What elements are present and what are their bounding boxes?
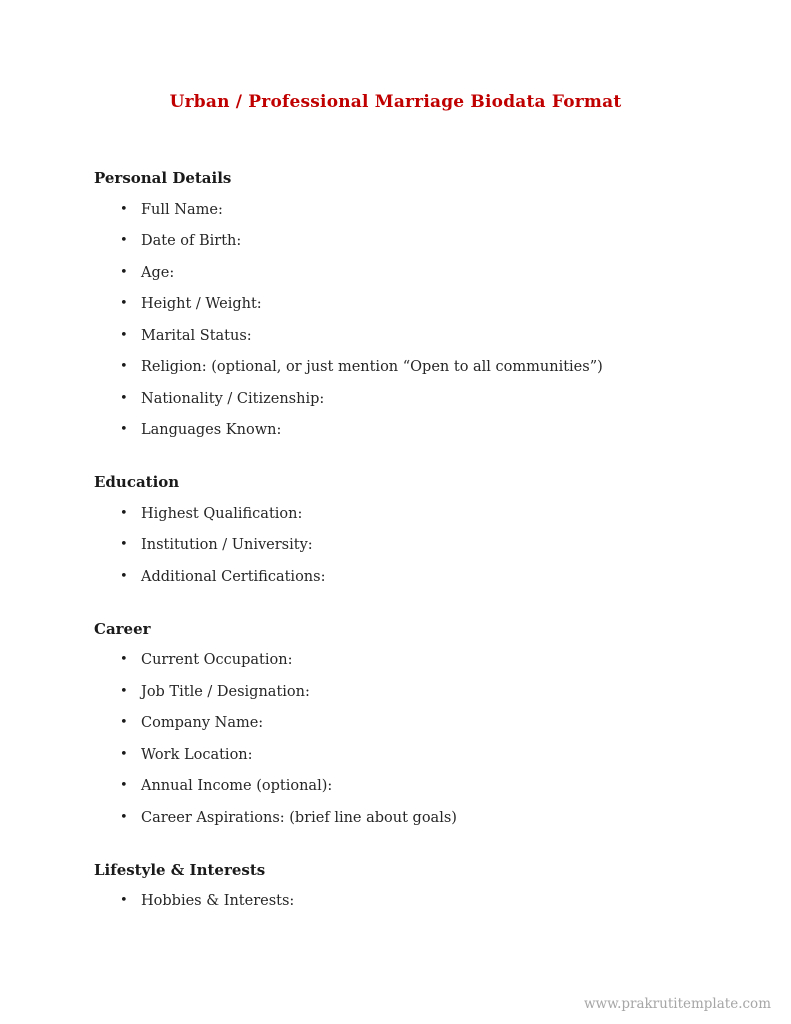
bullet-dot-icon: • [120,390,128,406]
list-item-text: Date of Birth: [141,233,242,249]
list-item [94,650,697,670]
bullet-dot-icon: • [120,505,128,521]
list-item-text: Highest Qualification: [141,505,303,522]
section-heading-personal-details: Personal Details [94,169,232,187]
list-item-text: Annual Income (optional): [141,778,333,794]
section-heading-lifestyle-interests: Lifestyle & Interests [94,860,266,879]
bullet-dot-icon: • [120,893,128,908]
list-item [94,535,697,555]
bullet-dot-icon: • [120,568,128,584]
document-title: Urban / Professional Marriage Biodata Format [169,92,622,112]
list-item-text: Languages Known: [141,422,282,438]
bullet-dot-icon: • [120,778,128,793]
list-item-text: Hobbies & Interests: [141,893,295,909]
list-item [94,713,697,733]
list-item [94,567,697,587]
list-item-text: Current Occupation: [141,652,293,668]
document-body [94,168,697,911]
section-heading-education: Education [94,473,180,491]
list-item-text: Institution / University: [141,537,313,553]
footer-website-url: www.prakrutitemplate.com [584,996,771,1012]
list-item [94,808,697,828]
list-item [94,200,697,220]
bullet-dot-icon: • [120,264,128,280]
list-item-text: Height / Weight: [141,296,262,312]
list-item-text: Additional Certifications: [141,568,326,585]
list-item [94,294,697,314]
list-item-text: Company Name: [141,715,264,731]
list-item [94,420,697,440]
list-item [94,231,697,251]
list-item-text: Full Name: [141,201,223,218]
bullet-list-career [94,650,697,828]
list-item [94,745,697,765]
bullet-dot-icon: • [120,537,128,552]
list-item [94,504,697,524]
list-item-text: Career Aspirations: (brief line about goals) [141,809,457,826]
bullet-list-personal-details [94,200,697,441]
bullet-dot-icon: • [120,746,128,762]
bullet-list-lifestyle-interests [94,891,697,911]
bullet-dot-icon: • [120,233,128,248]
list-item-text: Age: [141,264,175,281]
bullet-list-education [94,504,697,587]
bullet-dot-icon: • [120,201,128,217]
bullet-dot-icon: • [120,809,128,825]
list-item-text: Nationality / Citizenship: [141,390,325,407]
bullet-dot-icon: • [120,327,128,343]
list-item-text: Work Location: [141,746,253,763]
section-heading-career: Career [94,619,151,638]
list-item [94,891,697,911]
list-item-text: Religion: (optional, or just mention “Open to all communities”) [141,359,603,375]
bullet-dot-icon: • [120,652,128,667]
list-item-text: Marital Status: [141,327,252,344]
bullet-dot-icon: • [120,422,128,437]
bullet-dot-icon: • [120,359,128,374]
list-item [94,776,697,796]
list-item [94,263,697,283]
list-item [94,682,697,702]
list-item [94,326,697,346]
list-item [94,389,697,409]
bullet-dot-icon: • [120,683,128,699]
bullet-dot-icon: • [120,296,128,311]
bullet-dot-icon: • [120,715,128,730]
list-item-text: Job Title / Designation: [141,683,310,700]
list-item [94,357,697,377]
